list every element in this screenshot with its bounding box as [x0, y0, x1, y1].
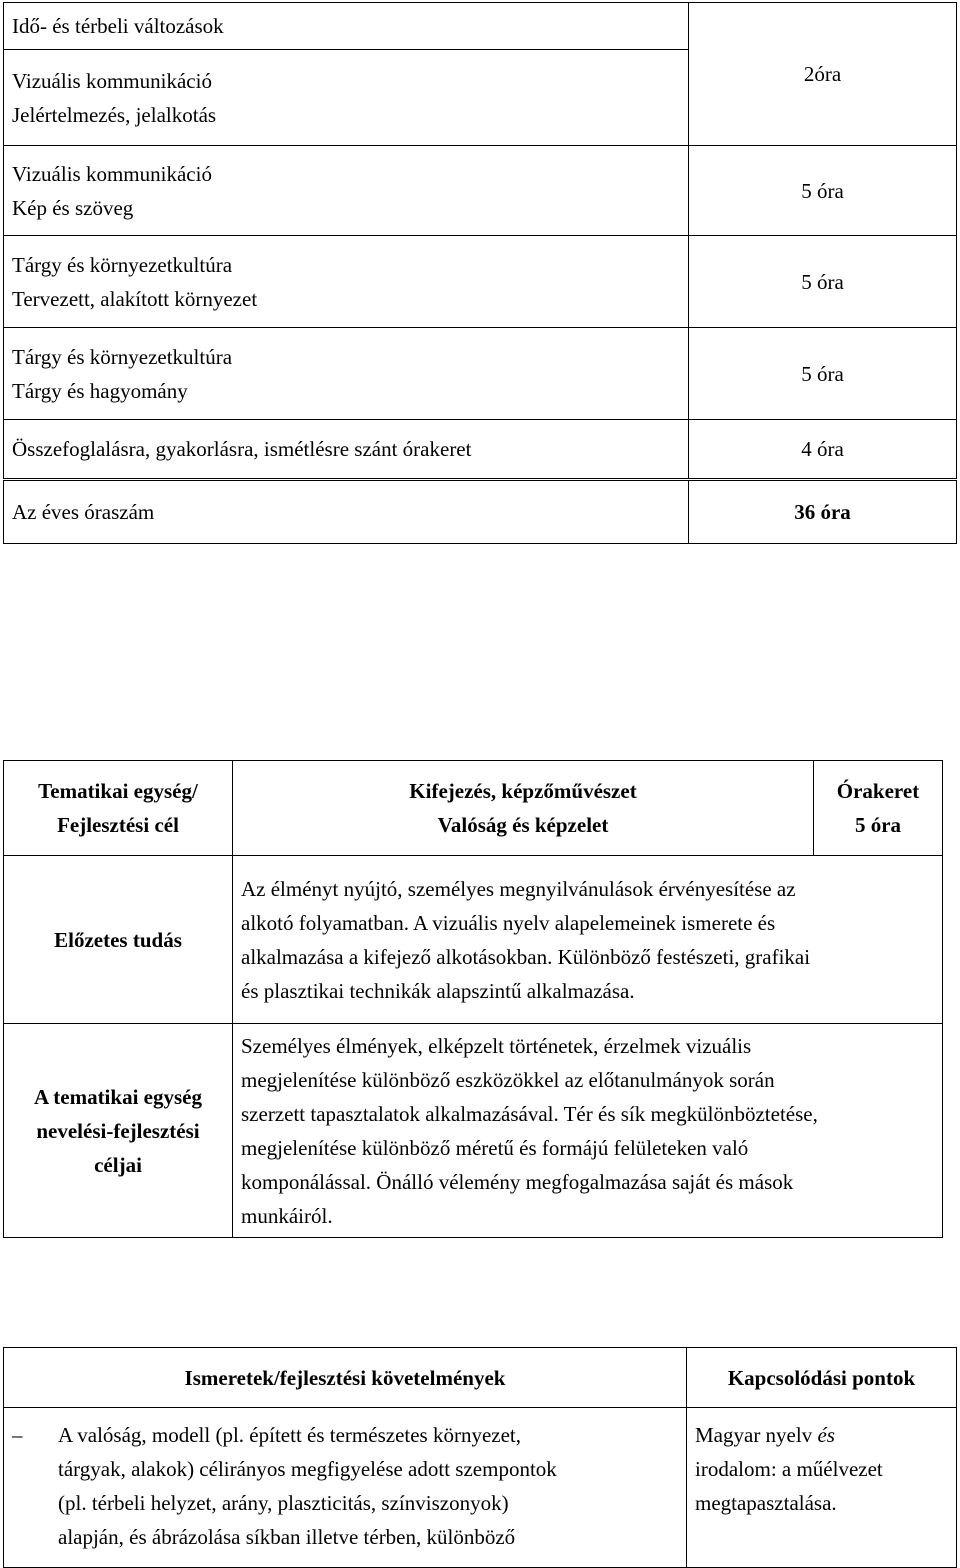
hours-cell: 5 óra [689, 328, 957, 420]
requirements-table [3, 1347, 957, 1568]
text-line: Az élményt nyújtó, személyes megnyilvánulások érvényesítése az [241, 876, 796, 901]
text-line: munkáiról. [241, 1203, 333, 1228]
text-line [695, 1418, 948, 1452]
unit-subtitle: Valóság és képzelet [437, 813, 609, 837]
unit-title-cell [233, 761, 814, 856]
text-line: (pl. térbeli helyzet, arány, plaszticitás, színviszonyok) [58, 1491, 509, 1515]
topic-line: Vizuális kommunikáció [12, 161, 212, 186]
text-line: szerzett tapasztalatok alkalmazásával. Tér és sík megkülönböztetése, [241, 1101, 818, 1126]
unit-label-cell [4, 761, 233, 856]
total-label: Az éves óraszám [4, 480, 689, 544]
list-item [12, 1418, 678, 1554]
table-row [4, 146, 957, 236]
header-row [4, 1348, 957, 1408]
table-row [4, 328, 957, 420]
hours-cell: 2óra [689, 3, 957, 146]
topic-cell [4, 236, 689, 328]
label-line: céljai [94, 1152, 142, 1177]
header-line: Tematikai egység/ [38, 779, 198, 803]
header-line: Fejlesztési cél [57, 813, 179, 837]
hours-cell: 4 óra [689, 420, 957, 480]
table-row [4, 420, 957, 480]
topic-line: Jelértelmezés, jelalkotás [12, 102, 217, 127]
goals-label [4, 1024, 233, 1238]
prior-knowledge-text [233, 856, 943, 1024]
connection-text: Magyar nyelv [695, 1423, 818, 1447]
hours-table [3, 2, 957, 544]
prior-knowledge-row [4, 856, 943, 1024]
text-line: alkalmazása a kifejező alkotásokban. Különböző festészeti, grafikai [241, 944, 811, 969]
goals-text [233, 1024, 943, 1238]
hours-label: Órakeret [836, 779, 920, 803]
topic-cell [4, 3, 689, 50]
topic-line: Vizuális kommunikáció [12, 68, 212, 93]
total-value: 36 óra [689, 480, 957, 544]
connections-header: Kapcsolódási pontok [687, 1348, 957, 1408]
text-line: irodalom: a műélvezet [695, 1457, 883, 1481]
topic-cell [4, 328, 689, 420]
table-row [4, 3, 957, 50]
topic-line: Tárgy és hagyomány [12, 378, 188, 403]
text-line: komponálással. Önálló vélemény megfogalmazása saját és mások [241, 1169, 794, 1194]
hours-cell: 5 óra [689, 236, 957, 328]
total-row [4, 480, 957, 544]
dash-bullet: – [12, 1423, 23, 1447]
requirements-cell [4, 1408, 687, 1568]
hours-value: 5 óra [854, 813, 902, 837]
text-line: tárgyak, alakok) célirányos megfigyelése adott szempontok [58, 1457, 557, 1481]
connection-italic: és [817, 1423, 835, 1447]
text-line: megjelenítése különböző eszközökkel az előtanulmányok során [241, 1067, 775, 1092]
prior-knowledge-label: Előzetes tudás [4, 856, 233, 1024]
topic-line: Idő- és térbeli változások [12, 14, 224, 38]
hours-cell: 5 óra [689, 146, 957, 236]
text-line: megjelenítése különböző méretű és formájú felületeken való [241, 1135, 749, 1160]
list-item-text [58, 1418, 557, 1554]
topic-line: Kép és szöveg [12, 195, 134, 220]
label-line: nevelési-fejlesztési [36, 1118, 200, 1143]
topic-line: Tervezett, alakított környezet [12, 286, 258, 311]
connections-cell [687, 1408, 957, 1568]
topic-line: Tárgy és környezetkultúra [12, 344, 233, 369]
text-line: alapján, és ábrázolása síkban illetve térben, különböző [58, 1525, 516, 1549]
goals-row [4, 1024, 943, 1238]
text-line: megtapasztalása. [695, 1491, 837, 1515]
requirements-header: Ismeretek/fejlesztési követelmények [4, 1348, 687, 1408]
text-line: A valóság, modell (pl. épített és természetes környezet, [58, 1423, 522, 1447]
text-line: és plasztikai technikák alapszintű alkalmazása. [241, 978, 635, 1003]
topic-cell [4, 146, 689, 236]
content-row [4, 1408, 957, 1568]
topic-cell [4, 50, 689, 146]
topic-line: Összefoglalásra, gyakorlásra, ismétlésre szánt órakeret [12, 437, 472, 461]
unit-title: Kifejezés, képzőművészet [409, 779, 637, 803]
text-line: alkotó folyamatban. A vizuális nyelv alapelemeinek ismerete és [241, 910, 776, 935]
text-line: Személyes élmények, elképzelt történetek, érzelmek vizuális [241, 1033, 752, 1058]
unit-table [3, 760, 943, 1238]
table-row [4, 236, 957, 328]
header-row [4, 761, 943, 856]
hours-header-cell [814, 761, 943, 856]
topic-cell [4, 420, 689, 480]
topic-line: Tárgy és környezetkultúra [12, 252, 233, 277]
label-line: A tematikai egység [34, 1084, 202, 1109]
